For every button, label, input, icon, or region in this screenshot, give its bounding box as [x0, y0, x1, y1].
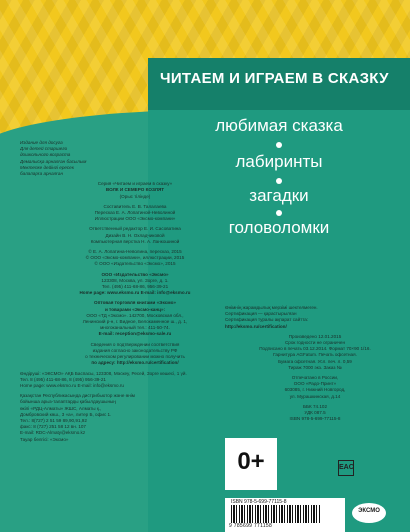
isbn-line: ISBN 978-5-699-77115-8: [289, 416, 341, 422]
audience-kz-1: Демалысқа арналған басылым: [20, 158, 87, 164]
print-info-5: Бумага офсетная. Усл. печ. л. 0,59: [278, 358, 352, 364]
barcode: [225, 498, 345, 532]
kz-distributor-6: факс: 8 (727) 251 58 12 вн. 107: [20, 424, 86, 430]
series-line: Серия «Читаем и играем в сказку»: [97, 181, 173, 187]
kz-distributor-7: E-mail: RDC-Almaty@eksmo.kz: [20, 430, 86, 436]
print-info-3: Подписано в печать 03.12.2014. Формат 70×90 1/16.: [259, 346, 371, 352]
kz-cert-3: Сертификация туралы ақпарат сайтта:: [225, 317, 309, 323]
credit-design: Дизайн В. Н. Охладчиковой: [105, 232, 165, 238]
audience-kz-3: балаларға арналған: [20, 171, 63, 177]
feature-item-4: головоломки: [228, 218, 330, 237]
kz-distributor-2: бойынша арыз-талаптарды қабылдаушының: [20, 399, 116, 405]
audience-ru-1: Издание для досуга: [20, 140, 63, 145]
feature-item-1: любимая сказка: [215, 116, 343, 135]
imprint-right-column: [225, 305, 405, 422]
wholesale-line-1: ООО «ТД «Эксмо». 142700, Московская обл.,: [86, 312, 184, 318]
cert-ru-1: Сведения о подтверждении соответствия: [90, 341, 180, 347]
udk-code: УДК 087.5: [304, 410, 326, 416]
publisher-address: 123308, Москва, ул. Зорге, д. 1.: [101, 277, 169, 283]
credit-layout: Компьютерная верстка Н. А. Ланкошиной: [90, 238, 180, 244]
publisher-logo: [352, 503, 386, 523]
wholesale-line-3: многоканальный тел.: 411-50-74.: [100, 325, 170, 331]
publisher-web: Home page: www.eksmo.ru E-mail: info@eksmo.ru: [79, 290, 191, 296]
cert-ru-4: по адресу: http://eksmo.ru/certification/: [91, 360, 179, 366]
series-title: ЧИТАЕМ И ИГРАЕМ В СКАЗКУ: [160, 70, 389, 87]
kz-distributor-1: Қазақстан Республикасында дистрибьютор және өнім: [20, 393, 135, 399]
copyright-1: © Е. А. Лопатина-Неволина, пересказ, 2015: [88, 249, 182, 255]
feature-item-3: загадки: [249, 186, 309, 205]
printed-at-2: ООО «Радо-Принт»: [293, 381, 337, 387]
copyright-2: © ООО «Эксмо-компани», иллюстрации, 2015: [85, 255, 185, 261]
bullet-dot-icon: [276, 210, 282, 216]
wholesale-line-2: Ленинский р-н, г. Видное, Белокаменное ш., д. 1,: [82, 319, 188, 325]
credit-retelling: Пересказ Е. А. Лопатиной-Неволиной: [94, 210, 176, 216]
kz-distributor-5: Тел.: 8(727) 2 51 59 89,90,91,92: [20, 417, 87, 423]
print-info-4: Гарнитура AGFatum. Печать офсетная.: [273, 352, 357, 358]
kz-distributor-3: өкілі «РДЦ-Алматы» ЖШС, Алматы қ.,: [20, 405, 102, 411]
barcode-isbn: ISBN 978-5-699-77115-8: [231, 499, 287, 505]
credit-illustrations: Иллюстрации ООО «Эксмо-компани»: [94, 216, 176, 222]
publisher-name: ООО «Издательство «Эксмо»: [101, 271, 169, 277]
imprint-left-column: [20, 140, 250, 443]
bullet-dot-icon: [276, 178, 282, 184]
bullet-dot-icon: [276, 142, 282, 148]
wholesale-email: E-mail: reception@eksmo-sale.ru: [98, 331, 172, 337]
wholesale-title: Оптовая торговля книгами «Эксмо»: [94, 300, 176, 306]
print-info-1: Произведено 12.01.2015: [288, 333, 342, 339]
audience-ru-3: дошкольного возраста: [20, 152, 71, 158]
eac-mark-icon: EAC: [338, 460, 354, 476]
copyright-3: © ООО «Издательство «Эксмо», 2015: [94, 261, 176, 267]
publisher-phone: Тел. (495) 411-68-86, 956-39-21: [101, 284, 169, 290]
book-title: ВОЛК И СЕМЕРО КОЗЛЯТ: [105, 187, 165, 193]
audience-kz-2: Мектепке дейінгі ересек: [20, 164, 74, 170]
printed-at-1: Отпечатано в России,: [291, 375, 339, 381]
cert-ru-3: о техническом регулировании можно получить: [85, 354, 185, 360]
feature-item-2: лабиринты: [235, 152, 323, 171]
language-note: (Орыс тілінде): [119, 193, 151, 199]
logo-text: ЭКСМО: [358, 508, 380, 514]
kz-producer-2: Тел. 8 (495) 411-68-86, 8 (495) 956-39-21: [20, 376, 106, 382]
printed-at-4: ул. Мурашкинская, д.14: [289, 393, 341, 399]
kz-distributor-4: Домбровский көш., 3 «а», литер Б, офис 1.: [20, 411, 112, 417]
age-rating: 0+: [237, 448, 265, 475]
kz-cert-4: http://eksmo.ru/certification/: [225, 323, 287, 329]
barcode-bars-icon: [231, 505, 321, 523]
kz-cert-2: Сертификация — қарастырылған: [225, 311, 297, 317]
barcode-number: 9 785699 771158: [229, 523, 273, 529]
print-info-6: Тираж 7000 экз. Заказ №: [288, 364, 342, 370]
audience-ru-2: Для детей старшего: [20, 146, 68, 152]
cert-ru-2: издания согласно законодательству РФ: [92, 347, 178, 353]
print-info-2: Срок годности не ограничен: [284, 340, 346, 346]
kz-producer-1: Өндіруші: «ЭКСМО» АҚБ Баспасы, 123308, Мәскеу, Ресей, Зорге көшесі, 1 үй.: [20, 370, 187, 376]
kz-cert-1: Өнімнің жарамдылық мерзімі шектелмеген.: [225, 305, 318, 310]
kz-producer-3: Home page: www.eksmo.ru E-mail: info@eksmo.ru: [20, 382, 124, 388]
kz-distributor-8: Тауар белгісі: «Эксмо»: [20, 436, 69, 442]
age-rating-badge: [225, 438, 277, 490]
credit-editor: Ответственный редактор Е. И. Сасоватина: [89, 226, 181, 232]
printed-at-3: 603085, г. Нижний Новгород,: [284, 387, 346, 393]
bbk-code: ББК 74.102: [302, 403, 328, 409]
wholesale-subtitle: и товарами «Эксмо-канц»:: [104, 306, 166, 312]
credit-compiler: Составитель Е. В. Талалаева: [103, 203, 167, 209]
